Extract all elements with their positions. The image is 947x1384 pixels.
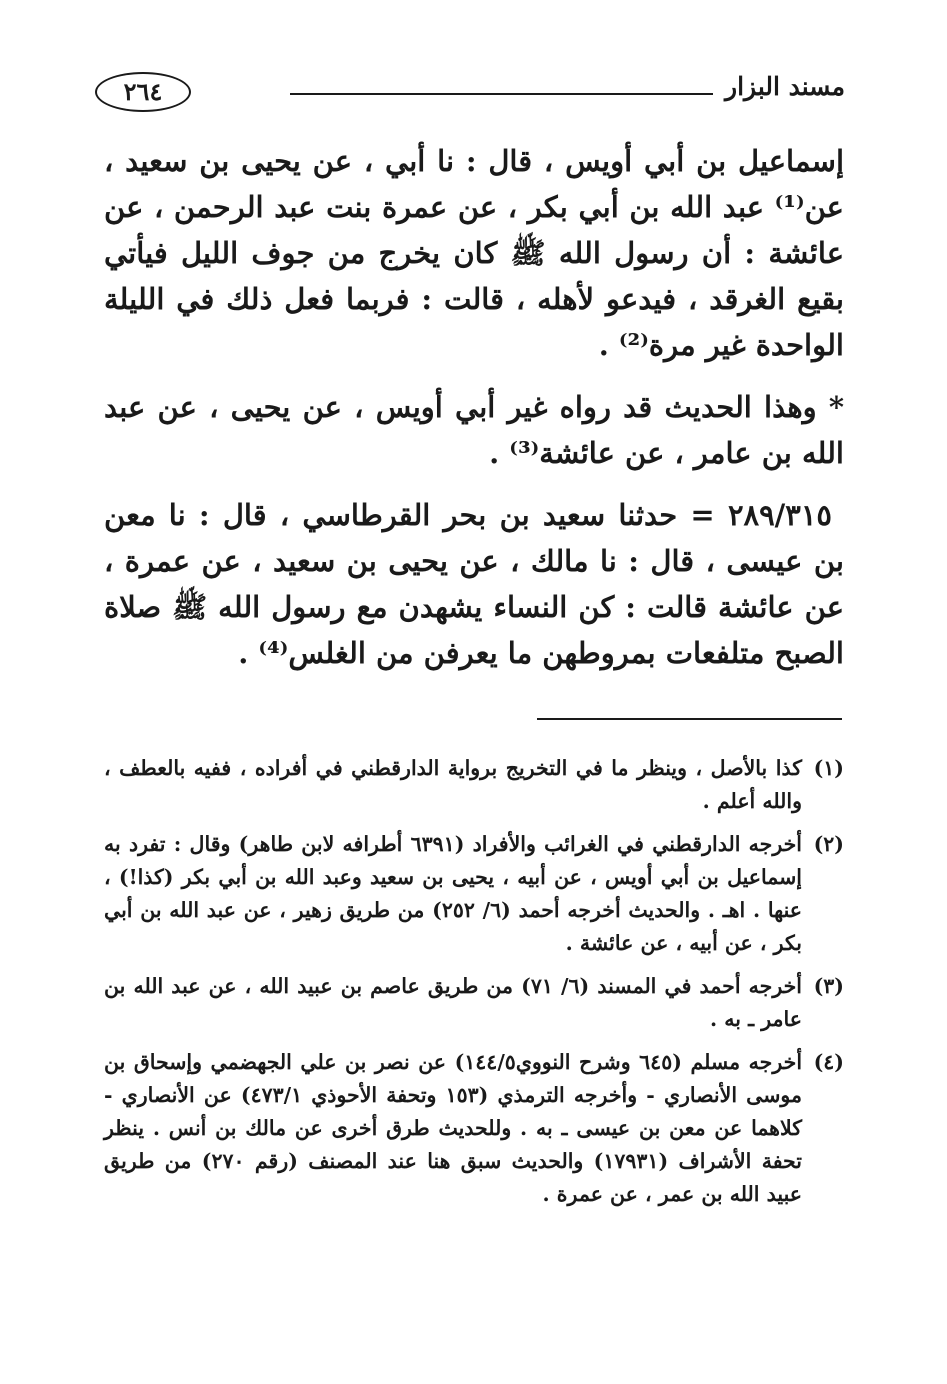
footnote-2 <box>104 828 844 960</box>
footnotes <box>104 752 844 1221</box>
footnote-number: (٢) <box>813 832 844 856</box>
paragraph-3: ٢٨٩/٣١٥ = حدثنا سعيد بن بحر القرطاسي ، قال : نا معن بن عيسى ، قال : نا مالك ، عن يحيى بن سعيد ، عن عمرة ، عن عائشة قالت : كن النساء يشهدن مع رسول الله ﷺ صلاة الصبح متلفعات بمروطهن ما يعرفن من الغلس⁽⁴⁾ . <box>104 498 844 670</box>
footnote-4 <box>104 1046 844 1211</box>
page-number: ٢٦٤ <box>95 72 191 112</box>
footnote-number: (٣) <box>813 974 844 998</box>
book-title: مسند البزار <box>725 72 845 101</box>
page-header <box>95 70 845 114</box>
footnote-number: (١) <box>813 756 844 780</box>
footnote-3 <box>104 970 844 1036</box>
main-text <box>104 138 844 692</box>
paragraph-2: * وهذا الحديث قد رواه غير أبي أويس ، عن يحيى ، عن عبد الله بن عامر ، عن عائشة⁽³⁾ . <box>104 390 844 470</box>
footnote-text: أخرجه أحمد في المسند (٦/ ٧١) من طريق عاصم بن عبيد الله ، عن عبد الله بن عامر ـ به . <box>104 974 803 1031</box>
paragraph-1: إسماعيل بن أبي أويس ، قال : نا أبي ، عن يحيى بن سعيد ، عن⁽¹⁾ عبد الله بن أبي بكر ، عن عمرة بنت عبد الرحمن ، عن عائشة : أن رسول الله ﷺ كان يخرج من جوف الليل فيأتي بقيع الغرقد ، فيدعو لأهله ، قالت : فربما فعل ذلك في الليلة الواحدة غير مرة⁽²⁾ . <box>104 144 844 362</box>
footnote-text: كذا بالأصل ، وينظر ما في التخريج برواية الدارقطني في أفراده ، ففيه بالعطف ، والله أعلم . <box>104 756 802 813</box>
header-rule <box>290 93 713 95</box>
footnote-text: أخرجه مسلم (٦٤٥ وشرح النووي١٤٤/٥) عن نصر بن علي الجهضمي وإسحاق بن موسى الأنصاري - وأخرجه الترمذي (١٥٣ وتحفة الأحوذي ٤٧٣/١) عن الأنصاري - كلاهما عن معن بن عيسى ـ به . وللحديث طرق أخرى عن مالك بن أنس . ينظر تحفة الأشراف (١٧٩٣١) والحديث سبق هنا عند المصنف (رقم ٢٧٠) من طريق عبيد الله بن عمر ، عن عمرة . <box>104 1050 803 1206</box>
footnote-separator <box>537 718 842 720</box>
footnote-1 <box>104 752 844 818</box>
footnote-number: (٤) <box>813 1050 844 1074</box>
footnote-text: أخرجه الدارقطني في الغرائب والأفراد (٦٣٩١ أطرافه لابن طاهر) وقال : تفرد به إسماعيل بن أبي أويس ، عن أبيه ، يحيى بن سعيد وعبد الله بن أبي بكر (كذا!) ، عنها . اهـ . والحديث أخرجه أحمد (٦/ ٢٥٢) من طريق زهير ، عن عبد الله بن أبي بكر ، عن أبيه ، عن عائشة . <box>104 832 803 955</box>
